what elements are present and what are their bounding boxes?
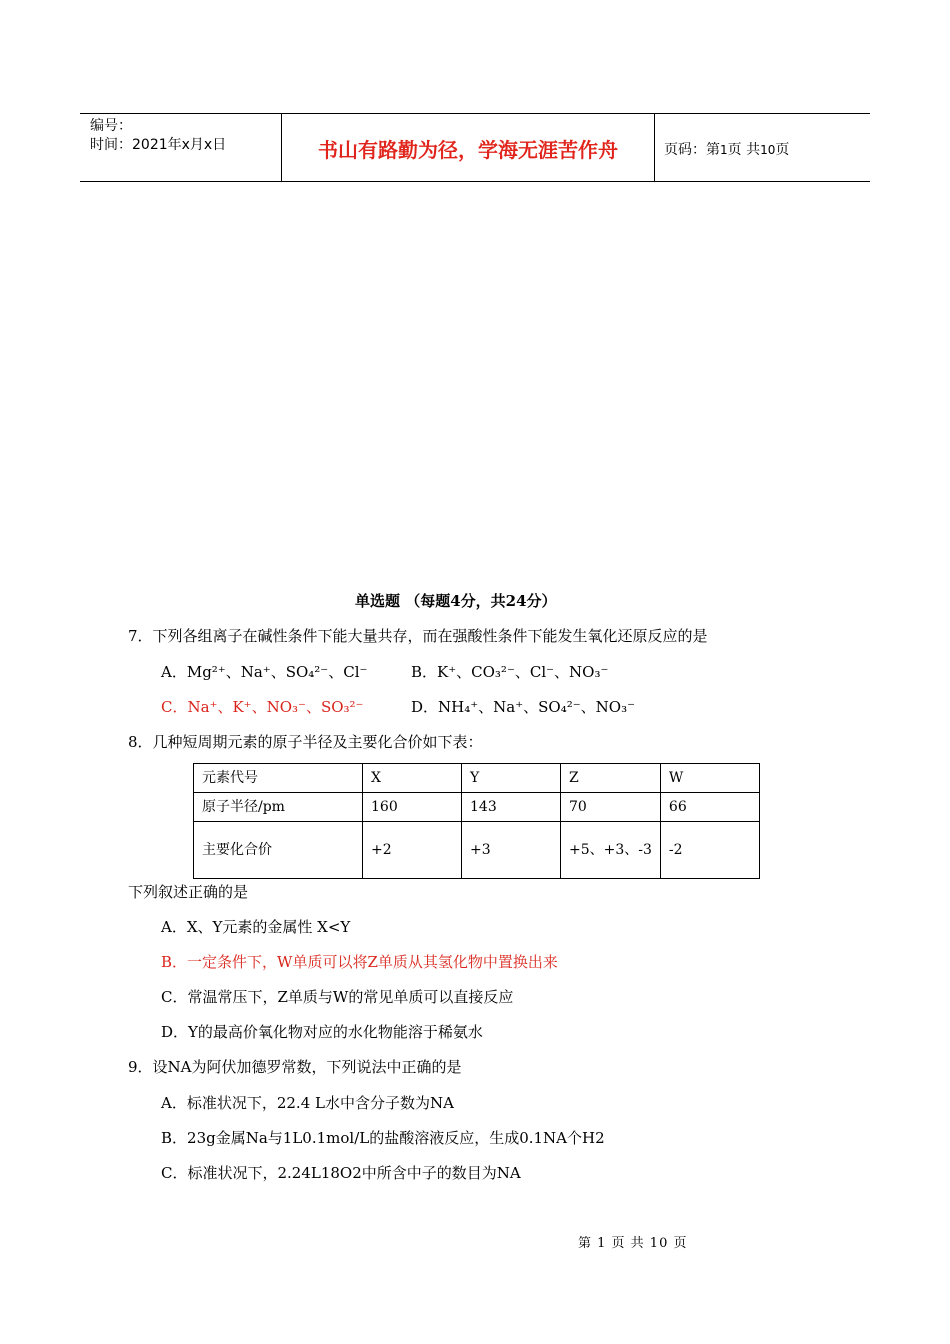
table-cell: 主要化合价 bbox=[194, 822, 363, 879]
header-top-rule bbox=[80, 113, 870, 114]
q8-option-c: C．常温常压下，Z单质与W的常见单质可以直接反应 bbox=[161, 988, 514, 1006]
q8-option-d: D．Y的最高价氧化物对应的水化物能溶于稀氨水 bbox=[161, 1023, 483, 1041]
q8-option-b: B．一定条件下，W单质可以将Z单质从其氢化物中置换出来 bbox=[161, 953, 558, 971]
table-cell: +3 bbox=[462, 822, 561, 879]
table-cell: 160 bbox=[363, 793, 462, 822]
table-cell: X bbox=[363, 764, 462, 793]
header-divider-2 bbox=[654, 114, 655, 181]
header-bottom-rule bbox=[80, 181, 870, 182]
table-cell: 70 bbox=[561, 793, 661, 822]
q8-stem: 8．几种短周期元素的原子半径及主要化合价如下表： bbox=[128, 733, 483, 751]
table-cell: -2 bbox=[660, 822, 759, 879]
serial-label: 编号： bbox=[90, 118, 132, 134]
table-cell: W bbox=[660, 764, 759, 793]
table-cell: 143 bbox=[462, 793, 561, 822]
q7-option-d: D．NH₄⁺、Na⁺、SO₄²⁻、NO₃⁻ bbox=[411, 698, 636, 716]
table-row bbox=[194, 822, 760, 879]
table-cell: Z bbox=[561, 764, 661, 793]
table-cell: 元素代号 bbox=[194, 764, 363, 793]
q8-lead: 下列叙述正确的是 bbox=[128, 883, 249, 901]
date-label: 时间：2021年x月x日 bbox=[90, 137, 227, 153]
q7-option-b: B．K⁺、CO₃²⁻、Cl⁻、NO₃⁻ bbox=[411, 663, 609, 681]
element-table bbox=[193, 763, 760, 879]
q7-stem: 7．下列各组离子在碱性条件下能大量共存，而在强酸性条件下能发生氧化还原反应的是 bbox=[128, 627, 708, 645]
table-cell: +2 bbox=[363, 822, 462, 879]
q9-option-a: A．标准状况下，22.4 L水中含分子数为NA bbox=[161, 1094, 454, 1112]
q7-option-a: A．Mg²⁺、Na⁺、SO₄²⁻、Cl⁻ bbox=[161, 663, 368, 681]
q9-stem: 9．设NA为阿伏加德罗常数，下列说法中正确的是 bbox=[128, 1058, 462, 1076]
table-row bbox=[194, 793, 760, 822]
q7-option-c: C．Na⁺、K⁺、NO₃⁻、SO₃²⁻ bbox=[161, 698, 364, 716]
q9-option-c: C．标准状况下，2.24L18O2中所含中子的数目为NA bbox=[161, 1164, 521, 1182]
table-cell: 原子半径/pm bbox=[194, 793, 363, 822]
table-cell: +5、+3、-3 bbox=[561, 822, 661, 879]
header-page-info: 页码：第1页 共10页 bbox=[664, 142, 790, 158]
q9-option-b: B．23g金属Na与1L0.1mol/L的盐酸溶液反应，生成0.1NA个H2 bbox=[161, 1129, 605, 1147]
q8-option-a: A．X、Y元素的金属性 X<Y bbox=[161, 918, 351, 936]
page-footer: 第 1 页 共 10 页 bbox=[578, 1236, 688, 1251]
table-header-row bbox=[194, 764, 760, 793]
table-cell: 66 bbox=[660, 793, 759, 822]
section-title: 单选题 （每题4分，共24分） bbox=[355, 592, 557, 610]
header-motto: 书山有路勤为径，学海无涯苦作舟 bbox=[318, 138, 618, 162]
header-meta bbox=[90, 117, 226, 155]
table-cell: Y bbox=[462, 764, 561, 793]
